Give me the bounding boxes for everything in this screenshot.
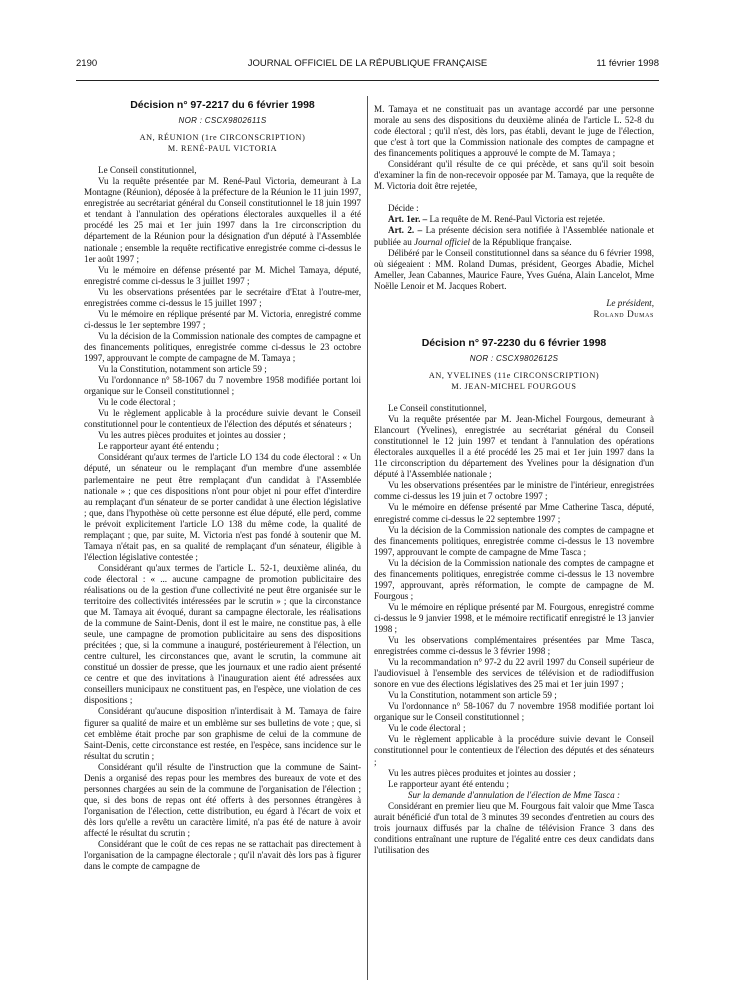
paragraph: Considérant qu'aucune disposition n'interdisait à M. Tamaya de faire figurer sa qualité de maire et un emblème sur ses bulletins de vote ; que, si cet emblème était proche par son graphisme de celui de la commune de Saint-Denis, cette circonstance est restée, en l'espèce, sans incidence sur le résultat du scrutin ;: [84, 706, 361, 761]
article-2-text-end: de la République française.: [472, 236, 572, 247]
decision-1-petitioner: M. RENÉ-PAUL VICTORIA: [167, 144, 278, 154]
paragraph: Vu le mémoire en réplique présenté par M. Victoria, enregistré comme ci-dessus le 1er septembre 1997 ;: [84, 308, 361, 330]
paragraph: Vu la décision de la Commission nationale des comptes de campagne et des financements politiques, enregistrée comme ci-dessus le 13 novembre 1997, approuvant, après réformation, le compte de campagne de M. Fourgous ;: [374, 557, 654, 601]
column-divider: [367, 96, 368, 980]
article-2: [374, 225, 654, 247]
paragraph: Vu le règlement applicable à la procédure suivie devant le Conseil constitutionnel pour le contentieux de l'élection des députés et sénateurs ;: [84, 408, 361, 430]
paragraph: Considérant que le coût de ces repas ne se rattachait pas directement à l'organisation de la campagne électorale ; qu'il n'avait dès lors pas à figurer dans le compte de campagne de: [84, 839, 361, 872]
decision-2-petitioner: M. JEAN-MICHEL FOURGOUS: [451, 381, 577, 391]
signature-title: Le président,: [606, 297, 654, 308]
paragraph: Le Conseil constitutionnel,: [388, 403, 487, 414]
paragraph: Vu la requête présentée par M. René-Paul Victoria, demeurant à La Montagne (Réunion), déposée à la préfecture de la Réunion le 11 juin 1997, enregistrée au secrétariat général du Conseil constitutionnel le 18 juin 1997 et tendant à l'annulation des opérations électorales auxquelles il a été procédé les 25 mai et 1er juin 1997 dans la 1re circonscription du département de la Réunion pour la désignation d'un député à l'Assemblée nationale ; ensemble la requête rectificative enregistrée comme ci-dessus le 1er août 1997 ;: [84, 176, 361, 264]
paragraph: Vu le code électoral ;: [388, 723, 466, 734]
issue-date: 11 février 1998: [596, 58, 659, 69]
paragraph: Vu le mémoire en réplique présenté par M. Fourgous, enregistré comme ci-dessus le 9 janvier 1998, et le mémoire rectificatif enregistré le 13 janvier 1998 ;: [374, 601, 654, 634]
paragraph: Vu les autres pièces produites et jointes au dossier ;: [98, 430, 286, 441]
paragraph: Vu le mémoire en défense présenté par M. Michel Tamaya, député, enregistré comme ci-dessus le 3 juillet 1997 ;: [84, 264, 361, 286]
paragraph: Considérant en premier lieu que M. Fourgous fait valoir que Mme Tasca aurait bénéficié d'un total de 3 minutes 39 secondes d'entretien au cours des trois journaux diffusés par la chaîne de télévision France 3 dans des conditions entraînant une rupture de l'égalité entre ces deux candidats dans l'utilisation des: [374, 800, 654, 855]
paragraph: Considérant qu'il résulte de l'instruction que la commune de Saint-Denis a organisé des repas pour les membres des bureaux de vote et des personnes chargées au sein de la commune de l'organisation de l'élection ; que, si des bons de repas ont été offerts à des personnes étrangères à l'organisation de l'élection, cette distribution, eu égard à l'écart de voix et dès lors qu'elle a revêtu un caractère limité, n'a pas été de nature à avoir affecté le résultat du scrutin ;: [84, 761, 361, 838]
deliberation: Délibéré par le Conseil constitutionnel dans sa séance du 6 février 1998, où siégeaient : MM. Roland Dumas, président, Georges Abadie, Michel Ameller, Jean Cabannes, Maurice Faure, Yves Guéna, Alain Lancelot, Mme Noëlle Lenoir et M. Jacques Robert.: [374, 247, 654, 291]
paragraph: Le rapporteur ayant été entendu ;: [388, 778, 509, 789]
paragraph: Vu les observations complémentaires présentées par Mme Tasca, enregistrées comme ci-dessus le 3 février 1998 ;: [374, 635, 654, 657]
page-number: 2190: [76, 58, 98, 69]
article-1-text: La requête de M. René-Paul Victoria est rejetée.: [429, 214, 605, 225]
paragraph: Considérant qu'il résulte de ce qui précède, et sans qu'il soit besoin d'examiner la fin de non-recevoir opposée par M. Tamaya, que la requête de M. Victoria doit être rejetée,: [374, 159, 654, 192]
decision-1-nor: NOR : CSCX9802611S: [178, 116, 267, 126]
paragraph: Vu le mémoire en défense présenté par Mme Catherine Tasca, député, enregistré comme ci-dessus le 22 septembre 1997 ;: [374, 502, 654, 524]
signature-name: Roland Dumas: [593, 308, 654, 319]
decision-1-title: Décision n° 97-2217 du 6 février 1998: [130, 100, 315, 111]
section-subheading: Sur la demande d'annulation de l'élection de Mme Tasca :: [407, 789, 621, 800]
paragraph: Considérant qu'aux termes de l'article L. 52-1, deuxième alinéa, du code électoral : « ... aucune campagne de promotion publicitaire des réalisations ou de la gestion d'une collectivité ne peut être organisée sur le territoire des collectivités intéressées par le scrutin » ; que la circonstance que M. Tamaya ait évoqué, durant sa campagne électorale, les réalisations de la commune de Saint-Denis, dont il est le maire, ne constitue pas, à elle seule, une campagne de promotion publicitaire au sens des dispositions précitées ; que, si la commune a inauguré, postérieurement à l'élection, un centre culturel, les circonstances que, avant le scrutin, la commune ait constitué un dossier de presse, que les journaux et une radio aient présenté ce centre et que des invitations à l'inauguration aient été adressées aux conseillers municipaux ne constituent pas, en l'espèce, une violation de ces dispositions ;: [84, 562, 361, 706]
paragraph: Vu le code électoral ;: [98, 397, 176, 408]
paragraph: Le rapporteur ayant été entendu ;: [98, 441, 219, 452]
article-2-text: La présente décision sera notifiée à l'Assemblée nationale et publiée au: [374, 225, 654, 247]
decision-1-circonscription: AN, RÉUNION (1re CIRCONSCRIPTION): [139, 133, 306, 143]
decision-2-title: Décision n° 97-2230 du 6 février 1998: [421, 336, 607, 349]
paragraph: Vu le règlement applicable à la procédure suivie devant le Conseil constitutionnel pour le contentieux de l'élection des députés et des sénateurs ;: [374, 734, 654, 767]
paragraph: M. Tamaya et ne constituait pas un avantage accordé par une personne morale au sens des dispositions du deuxième alinéa de l'article L. 52-8 du code électoral ; qu'il n'est, dès lors, pas établi, devant le juge de l'élection, que c'est à tort que la Commission nationale des comptes de campagne et des financements politiques a approuvé le compte de M. Tamaya ;: [374, 104, 654, 159]
paragraph: Considérant qu'aux termes de l'article LO 134 du code électoral : « Un député, un sénateur ou le remplaçant d'un membre d'une assemblée parlementaire ne peut être remplaçant d'un candidat à l'Assemblée nationale » ; que ces dispositions n'ont pour objet ni pour effet d'interdire au remplaçant d'un sénateur de se porter candidat à une élection législative ; que, dans l'hypothèse où cette personne est élue député, elle perd, comme le prévoit explicitement l'article LO 138 du même code, la qualité de remplaçant ; que, par suite, M. Victoria n'est pas fondé à soutenir que M. Tamaya n'était pas, en sa qualité de remplaçant d'un sénateur, éligible à l'élection législative contestée ;: [84, 452, 361, 562]
decide-line: Décide :: [388, 203, 419, 214]
paragraph: Vu la requête présentée par M. Jean-Michel Fourgous, demeurant à Elancourt (Yvelines), enregistrée au secrétariat général du Conseil constitutionnel le 12 juin 1997 et tendant à l'annulation des opérations électorales auxquelles il a été procédé les 25 mai et 1er juin 1997 dans la 11e circonscription du département des Yvelines pour la désignation d'un député à l'Assemblée nationale ;: [374, 414, 654, 480]
paragraph: Vu les observations présentées par le ministre de l'intérieur, enregistrées comme ci-dessus les 19 juin et 7 octobre 1997 ;: [374, 480, 654, 502]
paragraph: Vu la Constitution, notamment son article 59 ;: [98, 364, 267, 375]
paragraph: Vu la Constitution, notamment son article 59 ;: [388, 690, 557, 701]
page-header: [76, 58, 659, 72]
article-1-label: Art. 1er. –: [388, 214, 428, 225]
paragraph: Vu la recommandation n° 97-2 du 22 avril 1997 du Conseil supérieur de l'audiovisuel à l'ensemble des services de télévision et de radiodiffusion sonore en vue des élections législatives des 25 mai et 1er juin 1997 ;: [374, 657, 654, 690]
journal-title: JOURNAL OFFICIEL DE LA RÉPUBLIQUE FRANÇAISE: [247, 58, 488, 69]
article-1: [374, 214, 654, 225]
decision-2-circonscription: AN, YVELINES (11e CIRCONSCRIPTION): [428, 370, 600, 380]
header-rule: [76, 80, 659, 81]
paragraph: Le Conseil constitutionnel,: [98, 165, 197, 176]
paragraph: Vu les observations présentées par le secrétaire d'Etat à l'outre-mer, enregistrées comme ci-dessus le 15 juillet 1997 ;: [84, 286, 361, 308]
paragraph: Vu les autres pièces produites et jointes au dossier ;: [388, 767, 576, 778]
left-column: [84, 100, 361, 980]
decision-2-nor: NOR : CSCX9802612S: [469, 353, 559, 363]
paragraph: Vu l'ordonnance n° 58-1067 du 7 novembre 1958 modifiée portant loi organique sur le Conseil constitutionnel ;: [84, 375, 361, 397]
paragraph: Vu la décision de la Commission nationale des comptes de campagne et des financements politiques, enregistrée comme ci-dessus le 13 novembre 1997, approuvant le compte de campagne de Mme Tasca ;: [374, 524, 654, 557]
paragraph: Vu l'ordonnance n° 58-1067 du 7 novembre 1958 modifiée portant loi organique sur le Conseil constitutionnel ;: [374, 701, 654, 723]
right-column: [374, 104, 654, 980]
paragraph: Vu la décision de la Commission nationale des comptes de campagne et des financements politiques, enregistrée comme ci-dessus le 23 octobre 1997, approuvant le compte de campagne de M. Tamaya ;: [84, 330, 361, 363]
article-2-label: Art. 2. –: [388, 225, 423, 236]
journal-officiel-link-text: Journal officiel: [414, 236, 471, 247]
